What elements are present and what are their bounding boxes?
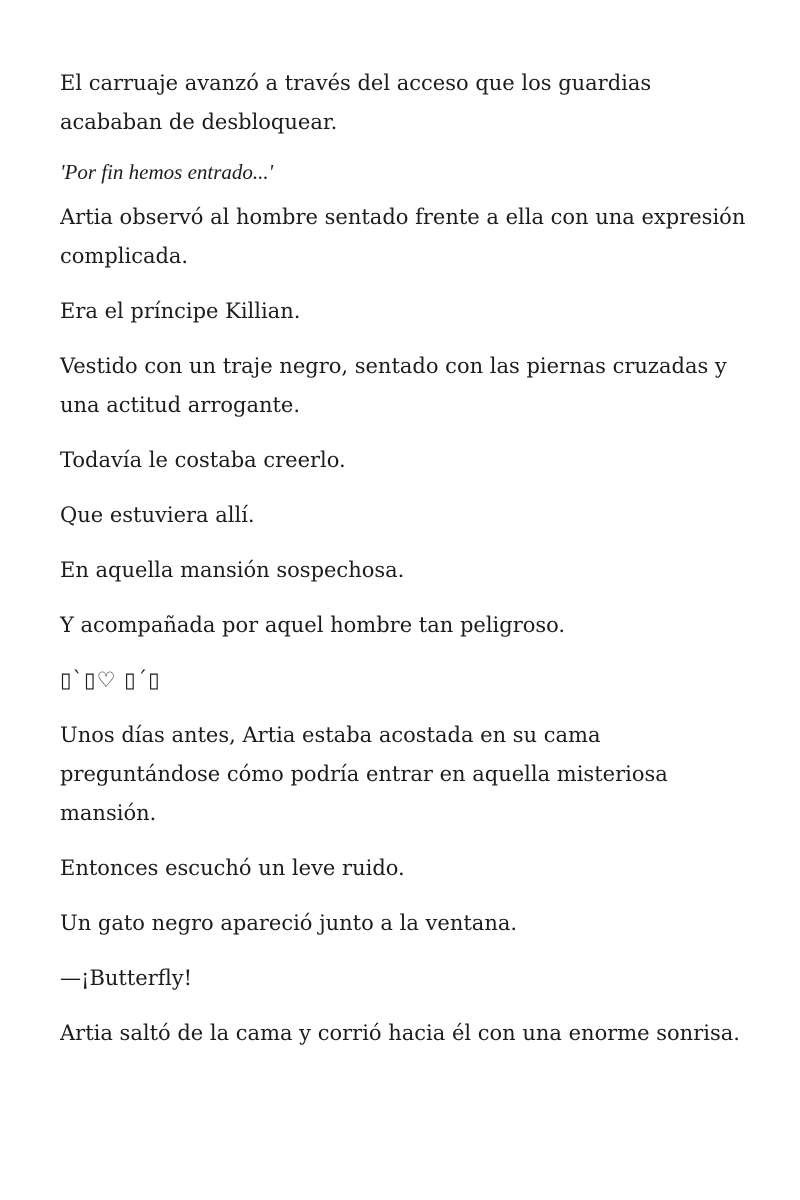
paragraph: Artia observó al hombre sentado frente a ella con una expresión complicada. [60,205,746,268]
scene-divider: ▯`▯♡ ▯´▯ [60,668,161,692]
paragraph: En aquella mansión sospechosa. [60,558,405,582]
paragraph: Un gato negro apareció junto a la ventana. [60,911,518,935]
paragraph: El carruaje avanzó a través del acceso que los guardias acababan de desbloquear. [60,71,652,134]
italic-thought: 'Por fin hemos entrado...' [60,160,274,184]
paragraph: Vestido con un traje negro, sentado con las piernas cruzadas y una actitud arrogante. [60,354,727,417]
paragraph: Todavía le costaba creerlo. [60,448,346,472]
paragraph: Era el príncipe Killian. [60,299,301,323]
paragraph: Entonces escuchó un leve ruido. [60,856,405,880]
paragraph: Unos días antes, Artia estaba acostada en su cama preguntándose cómo podría entrar en aquella misteriosa mansión. [60,723,668,825]
paragraph: Y acompañada por aquel hombre tan peligroso. [60,613,566,637]
dialogue-line: —¡Butterfly! [60,966,193,990]
story-text [60,64,750,1069]
paragraph: Artia saltó de la cama y corrió hacia él con una enorme sonrisa. [60,1021,740,1045]
paragraph: Que estuviera allí. [60,503,255,527]
